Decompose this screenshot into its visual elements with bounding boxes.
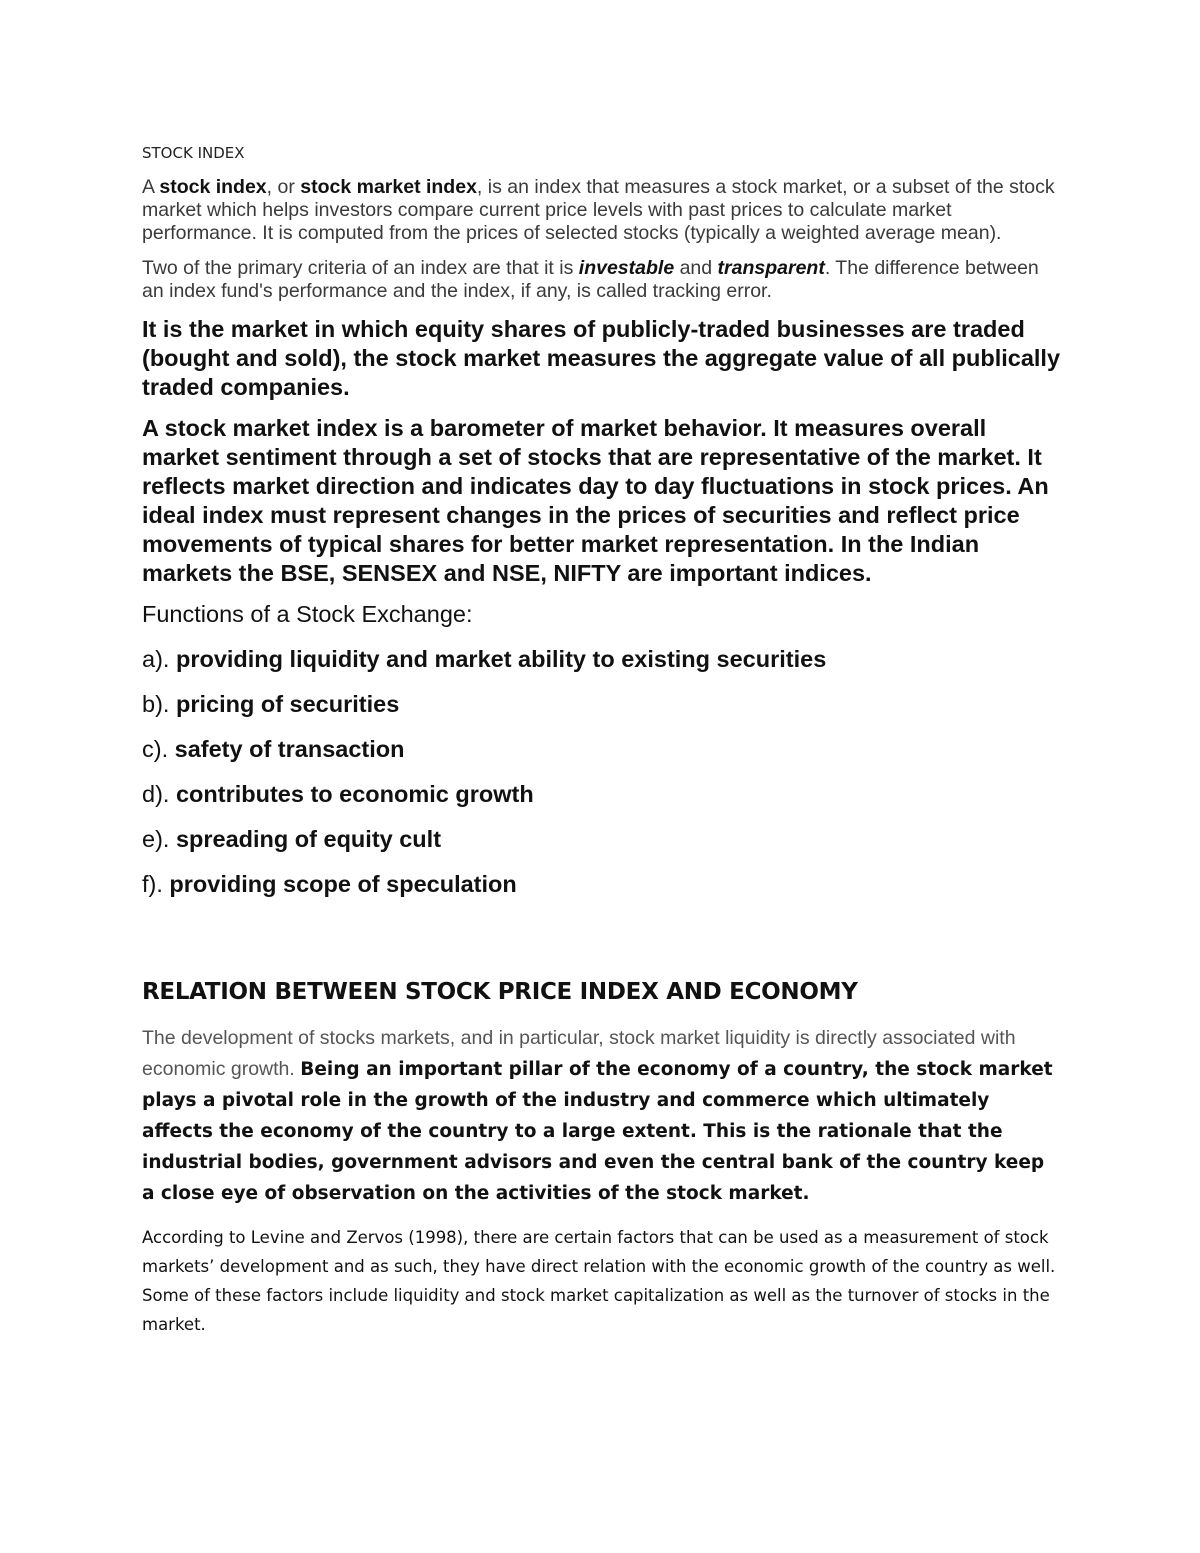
paragraph-stock-market: It is the market in which equity shares of publicly-traded businesses are traded (bought and sold), the stock market measures the aggregate value of all publically traded companies.: [142, 316, 1061, 400]
list-text: safety of transaction: [168, 736, 405, 762]
term-stock-market-index: stock market index: [300, 176, 477, 198]
definition-mid: , or: [266, 176, 301, 198]
section-heading-relation: RELATION BETWEEN STOCK PRICE INDEX AND ECONOMY: [142, 979, 858, 1005]
paragraph-criteria: [142, 257, 1062, 303]
list-marker: e).: [142, 826, 170, 852]
list-marker: d).: [142, 781, 170, 807]
list-text: contributes to economic growth: [169, 781, 534, 807]
list-marker: c).: [142, 736, 169, 762]
functions-list: [142, 645, 1062, 899]
criteria-rest: . The difference between an index fund's performance and the index, if any, is called tracking error.: [142, 257, 1039, 302]
list-marker: a).: [142, 646, 170, 672]
list-marker: f).: [142, 871, 163, 897]
development-bold-text: Being an important pillar of the economy of a country, the stock market plays a pivotal role in the growth of the industry and commerce which ultimately affects the economy of the country to a large extent. This is the rationale that the industrial bodies, government advisors and even the central bank of the country keep a close eye of observation on the activities of the stock market.: [142, 1059, 1053, 1204]
list-text: spreading of equity cult: [169, 826, 442, 852]
paragraph-levine-zervos: According to Levine and Zervos (1998), there are certain factors that can be used as a measurement of stock markets’ development and as such, they have direct relation with the economic growth of the country as well. Some of these factors include liquidity and stock market capitalization as well as the turnover of stocks in the market.: [142, 1228, 1056, 1334]
section-title-stock-index: STOCK INDEX: [142, 144, 245, 162]
paragraph-development: [142, 1023, 1062, 1209]
list-item: [142, 870, 1062, 899]
list-item: [142, 735, 1062, 764]
list-item: [142, 825, 1062, 854]
list-item: [142, 780, 1062, 809]
document-page: [142, 144, 1062, 1339]
criteria-mid: and: [674, 257, 718, 279]
development-light-text: The development of stocks markets, and in particular, stock market liquidity is directly associated with economic growth.: [142, 1027, 1016, 1080]
list-marker: b).: [142, 691, 170, 717]
term-transparent: transparent: [717, 257, 825, 279]
definition-rest: , is an index that measures a stock market, or a subset of the stock market which helps investors compare current price levels with past prices to calculate market performance. It is computed from the prices of selected stocks (typically a weighted average mean).: [142, 176, 1055, 244]
term-investable: investable: [578, 257, 675, 279]
term-stock-index: stock index: [159, 176, 267, 198]
criteria-lead: Two of the primary criteria of an index are that it is: [142, 257, 579, 279]
paragraph-barometer: A stock market index is a barometer of market behavior. It measures overall market sentiment through a set of stocks that are representative of the market. It reflects market direction and indicates day to day fluctuations in stock prices. An ideal index must represent changes in the prices of securities and reflect price movements of typical shares for better market representation. In the Indian markets the BSE, SENSEX and NSE, NIFTY are important indices.: [142, 415, 1049, 586]
list-text: providing liquidity and market ability to existing securities: [169, 646, 827, 672]
list-item: [142, 690, 1062, 719]
list-text: providing scope of speculation: [162, 871, 517, 897]
list-text: pricing of securities: [169, 691, 400, 717]
paragraph-definition: [142, 176, 1062, 245]
functions-title: Functions of a Stock Exchange:: [142, 601, 473, 627]
definition-lead: A: [142, 176, 160, 198]
list-item: [142, 645, 1062, 674]
